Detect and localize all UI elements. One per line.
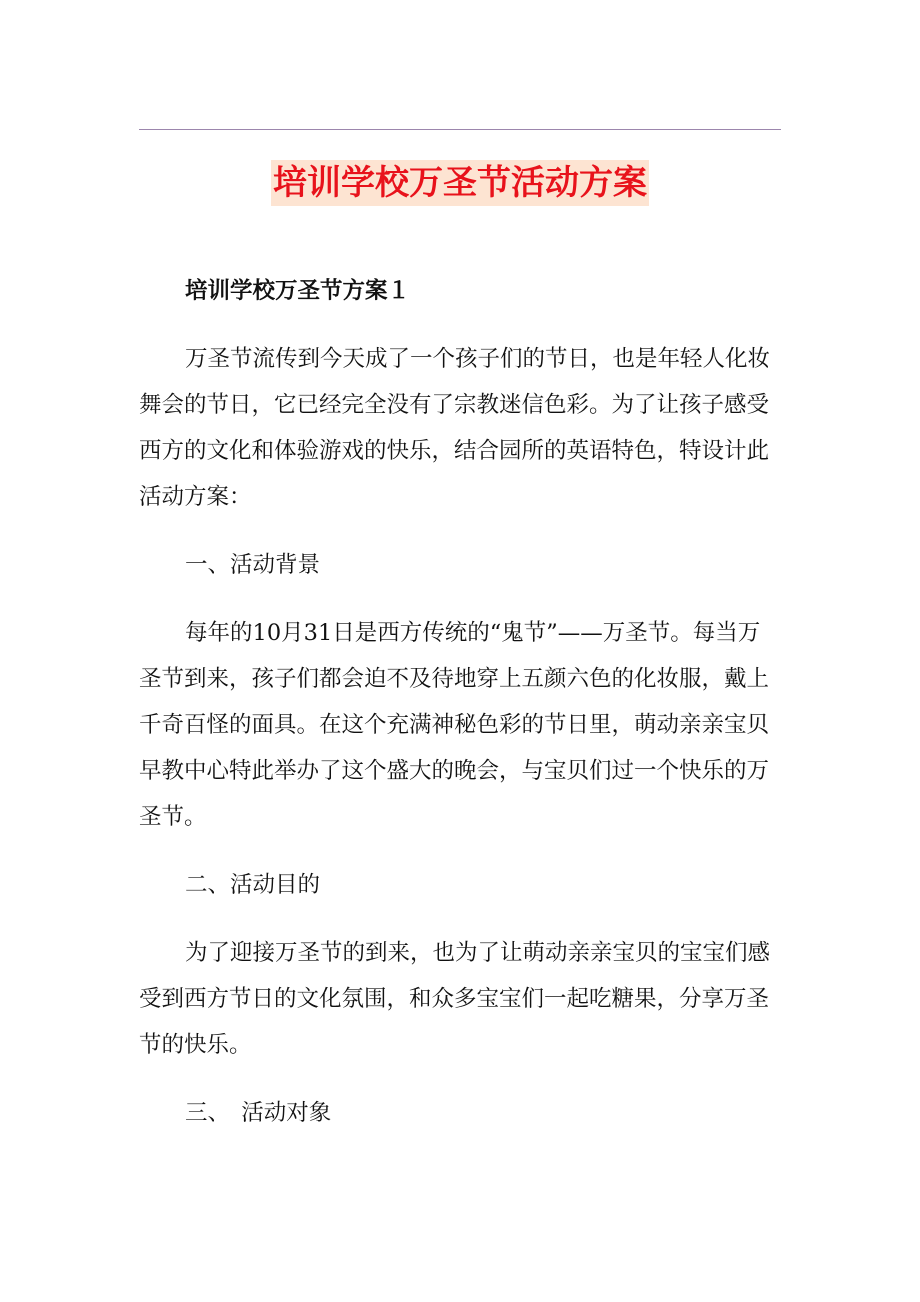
document-body bbox=[139, 268, 781, 1158]
intro-paragraph: 万圣节流传到今天成了一个孩子们的节日，也是年轻人化妆舞会的节日，它已经完全没有了宗教迷信色彩。为了让孩子感受西方的文化和体验游戏的快乐，结合园所的英语特色，特设计此活动方案： bbox=[139, 346, 771, 510]
section-heading: 培训学校万圣节方案１ bbox=[185, 278, 411, 304]
title-container bbox=[0, 160, 920, 206]
heading-audience: 三、 活动对象 bbox=[185, 1100, 332, 1126]
header-rule bbox=[139, 129, 781, 130]
purpose-paragraph: 为了迎接万圣节的到来，也为了让萌动亲亲宝贝的宝宝们感受到西方节日的文化氛围，和众多宝宝们一起吃糖果，分享万圣节的快乐。 bbox=[139, 940, 771, 1058]
background-paragraph: 每年的10月31日是西方传统的“鬼节”——万圣节。每当万圣节到来，孩子们都会迫不及待地穿上五颜六色的化妆服，戴上千奇百怪的面具。在这个充满神秘色彩的节日里，萌动亲亲宝贝早教中心特此举办了这个盛大的晚会，与宝贝们过一个快乐的万圣节。 bbox=[139, 620, 770, 830]
heading-purpose: 二、活动目的 bbox=[185, 872, 321, 898]
heading-background: 一、活动背景 bbox=[185, 552, 321, 578]
document-title: 培训学校万圣节活动方案 bbox=[271, 160, 649, 206]
